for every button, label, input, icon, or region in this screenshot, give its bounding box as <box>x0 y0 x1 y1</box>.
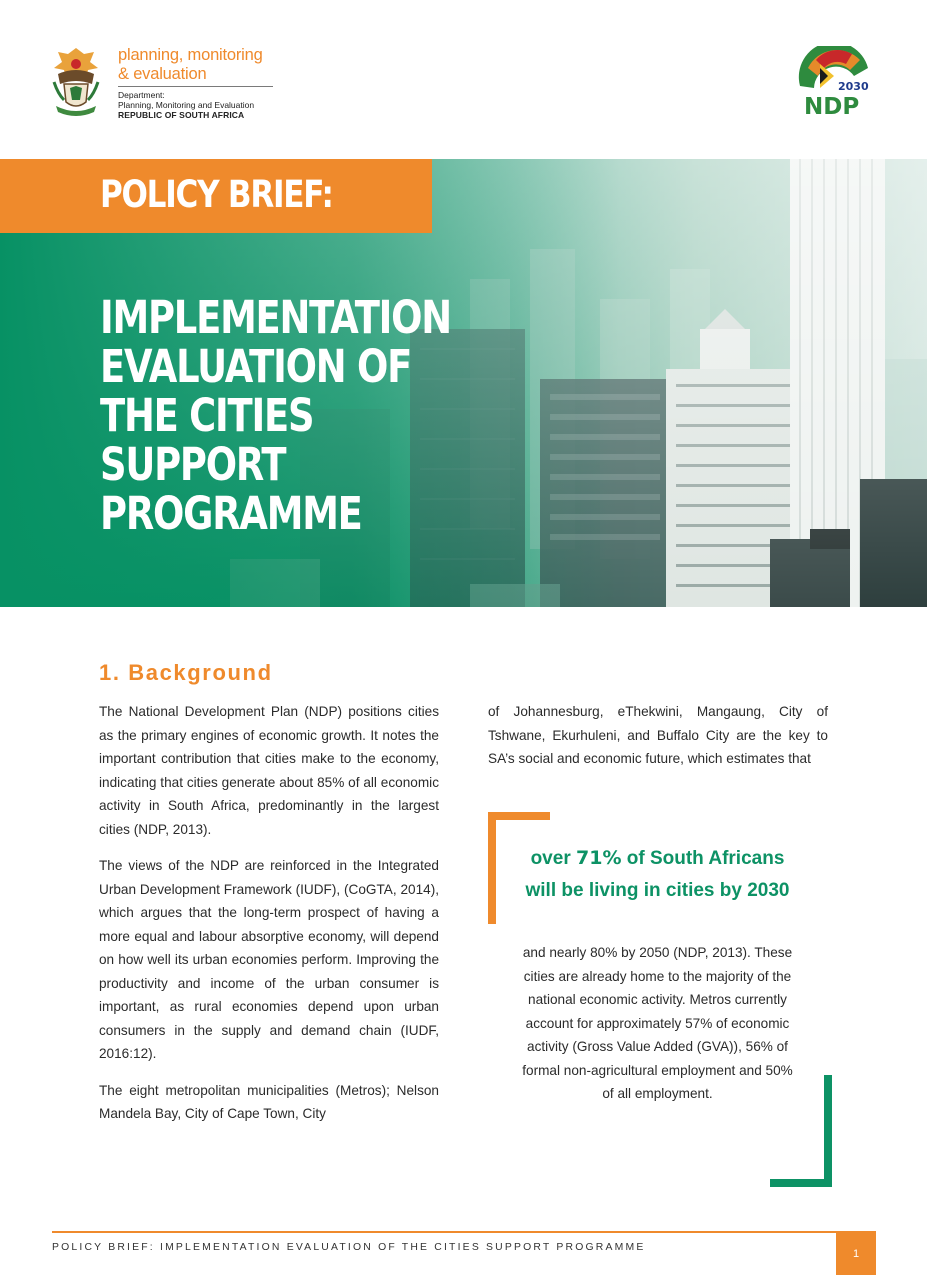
hero-banner <box>0 159 927 607</box>
page-number: 1 <box>836 1233 876 1275</box>
coat-of-arms-icon <box>50 44 102 118</box>
document-title <box>100 291 451 540</box>
title-line: EVALUATION OF <box>100 340 412 393</box>
country-name: REPUBLIC OF SOUTH AFRICA <box>118 110 245 120</box>
right-column-paragraph: of Johannesburg, eThekwini, Mangaung, City of Tshwane, Ekurhuleni, and Buffalo City are the key to SA’s social and economic future, which estimates that <box>488 704 828 766</box>
department-full-name: Planning, Monitoring and Evaluation <box>118 100 255 110</box>
department-branding <box>118 46 273 120</box>
svg-text:2030: 2030 <box>838 80 869 93</box>
policy-brief-label: POLICY BRIEF: <box>100 173 333 216</box>
title-line: THE CITIES <box>100 389 314 442</box>
footer-title: POLICY BRIEF: IMPLEMENTATION EVALUATION OF THE CITIES SUPPORT PROGRAMME <box>52 1242 646 1253</box>
title-line: PROGRAMME <box>100 487 362 540</box>
body-paragraph: The eight metropolitan municipalities (Metros); Nelson Mandela Bay, City of Cape Town, City <box>99 1082 439 1121</box>
quote-follow-text: and nearly 80% by 2050 (NDP, 2013). These cities are already home to the majority of the national economic activity. Metros currently account for approximately 57% of economic activity (Gross Value Added (GVA)), 56% of formal non-agricultural employment and 50% of all employment. <box>522 945 793 1101</box>
pull-quote: over 71% of South Africans will be living in cities by 2030 <box>525 847 790 901</box>
body-paragraph: The views of the NDP are reinforced in the Integrated Urban Development Framework (IUDF), (CoGTA, 2014), which argues that the long-term prospect of having a more equal and labour absorptive economy, will depend on how well its urban economies perform. Improving the productivity and income of the urban consumer is important, as rural economies depend upon urban consumers in the supply and demand chain (IUDF, 2016:12). <box>99 858 439 1061</box>
section-heading: 1. Background <box>99 660 273 685</box>
title-line: SUPPORT <box>100 438 286 491</box>
ndp-2030-logo-icon <box>794 46 876 120</box>
svg-text:NDP: NDP <box>804 94 860 120</box>
title-line: IMPLEMENTATION <box>100 291 451 344</box>
body-paragraph: The National Development Plan (NDP) positions cities as the primary engines of economic growth. It notes the important contribution that cities make to the economy, indicating that cities generate about 85% of all economic activity in South Africa, predominantly in the largest cities (NDP, 2013). <box>99 704 439 837</box>
quote-highlight: 71% <box>576 847 622 869</box>
left-column <box>99 700 439 1139</box>
quote-bracket-bottom-right <box>770 1075 832 1187</box>
department-name: planning, monitoring & evaluation <box>118 46 263 83</box>
department-rule <box>118 86 273 87</box>
department-label: Department: <box>118 90 165 100</box>
footer-rule <box>52 1231 876 1233</box>
